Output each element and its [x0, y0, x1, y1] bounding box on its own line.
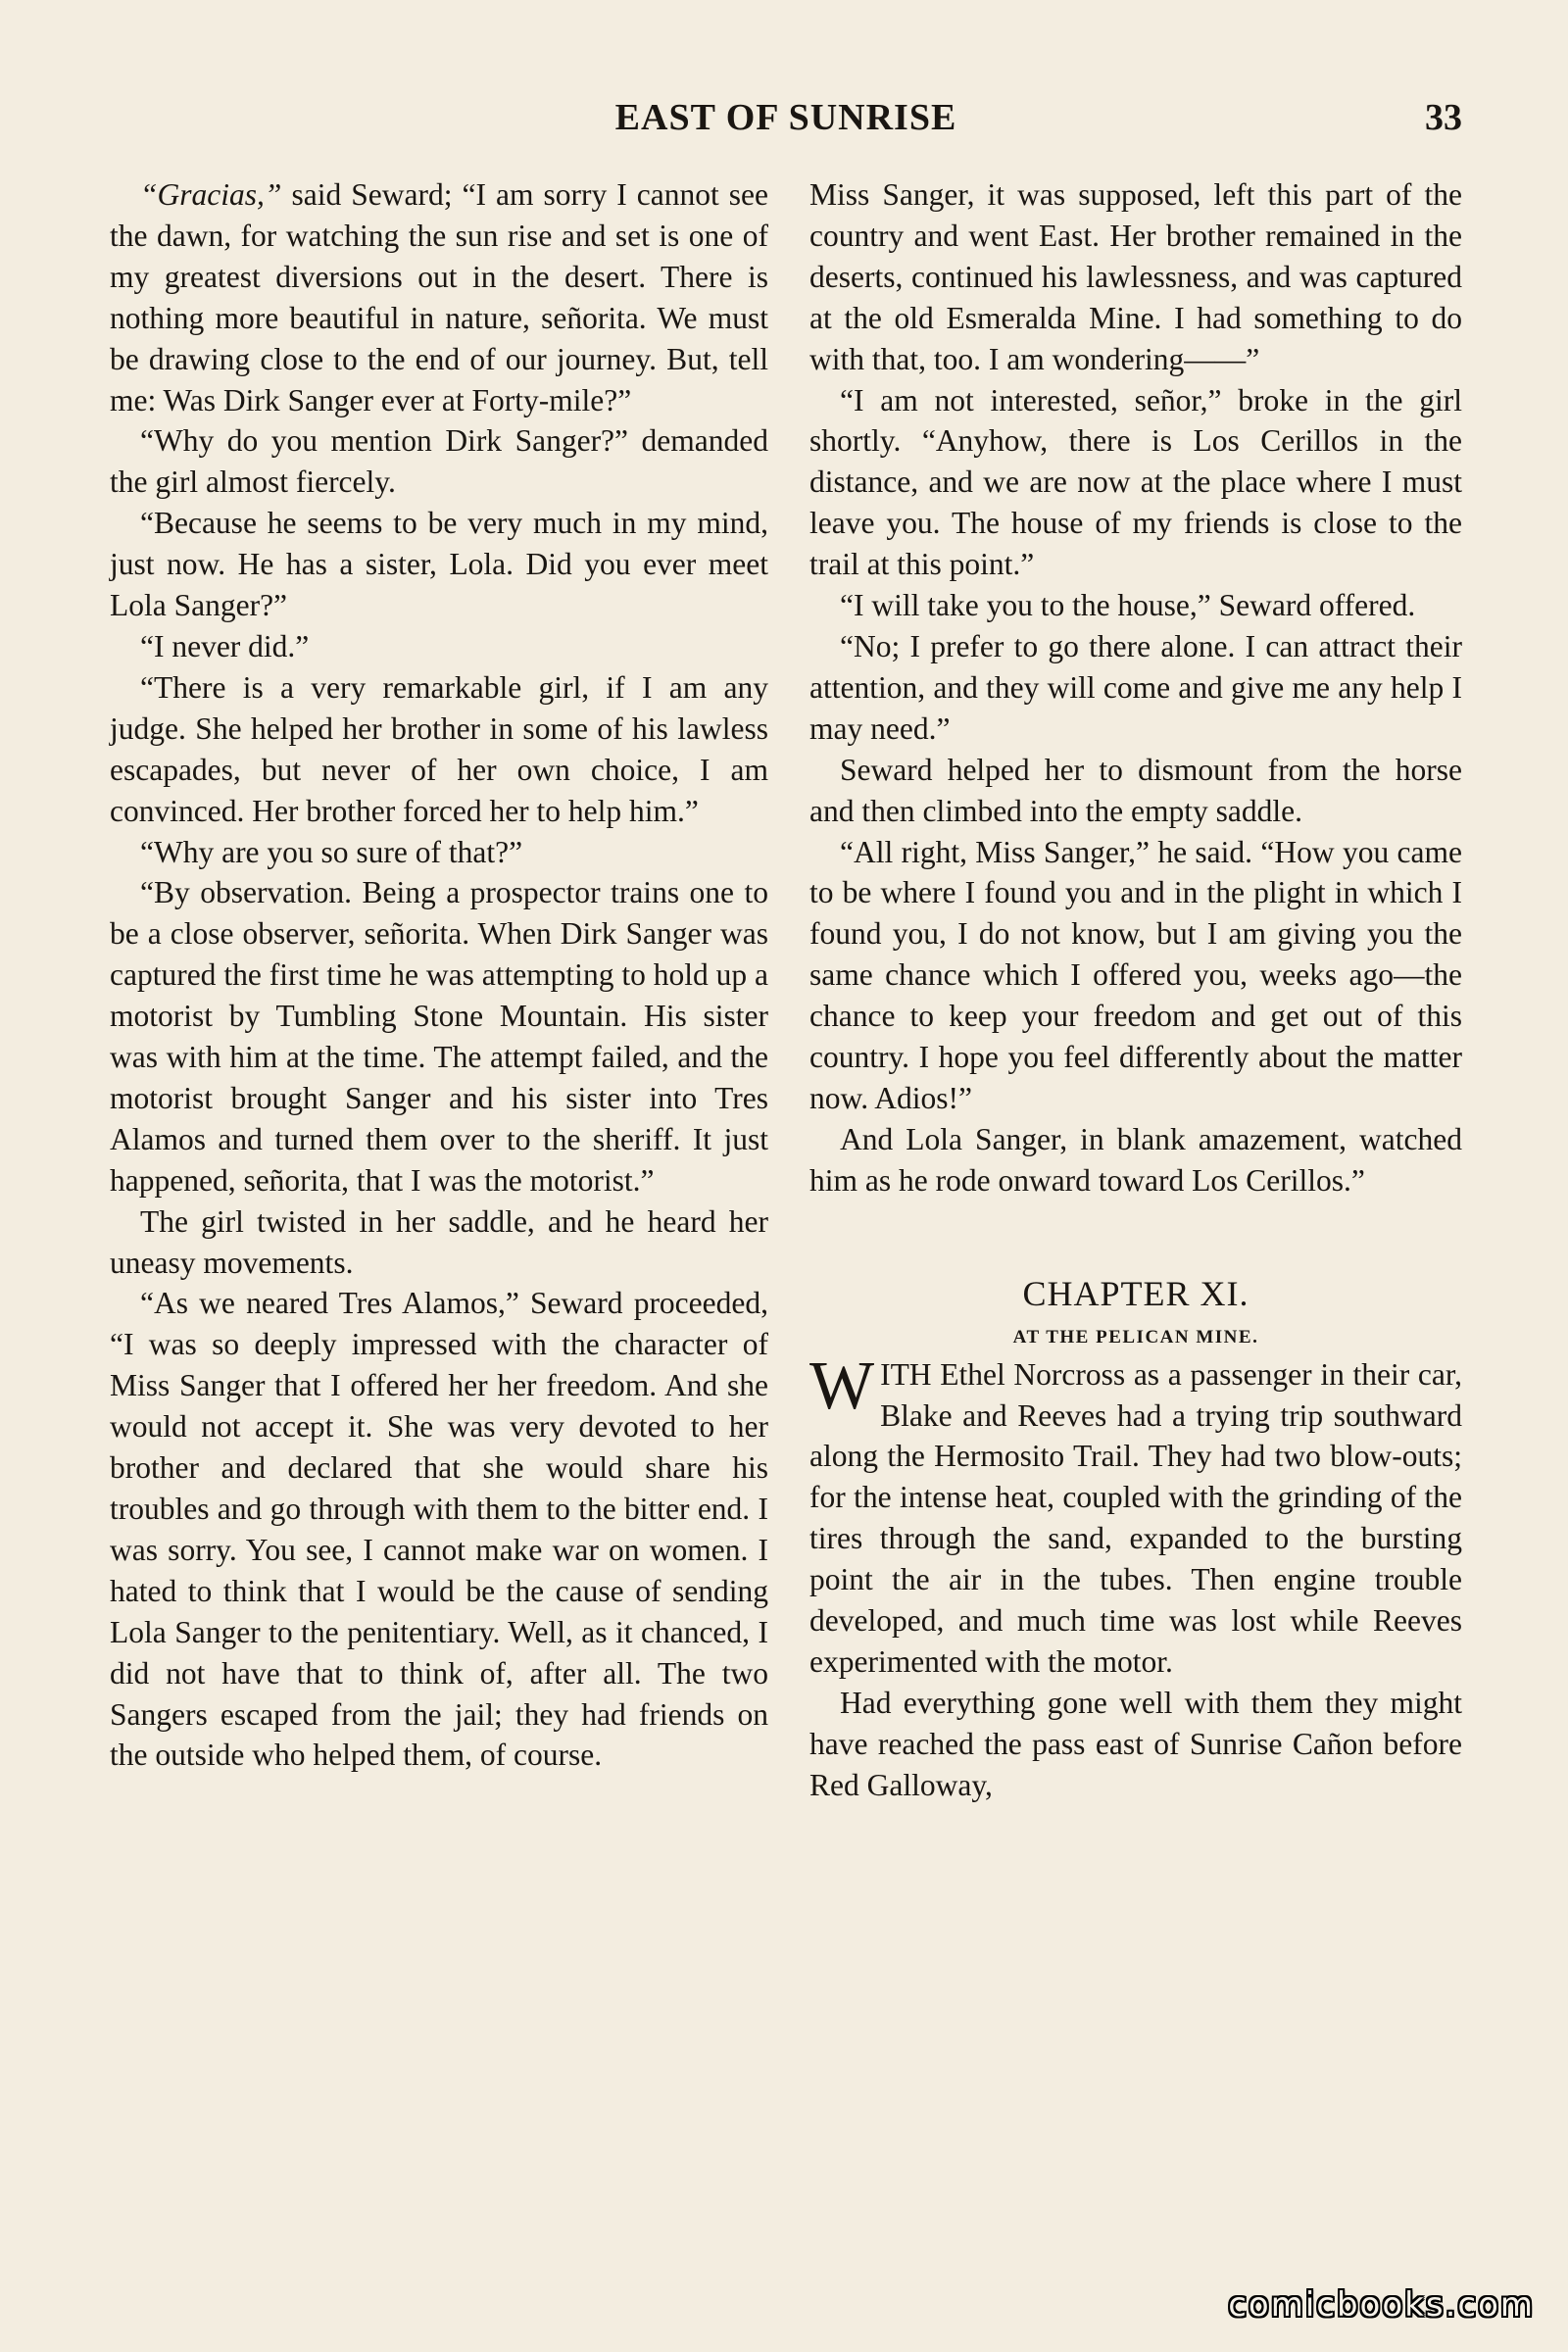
paragraph: “I am not interested, señor,” broke in the girl shortly. “Anyhow, there is Los Cerillos in the distance, and we are now at the place where I must leave you. The house of my friends is close to the trail at this point.”	[809, 382, 1462, 582]
paragraph: “I never did.”	[140, 628, 310, 663]
paragraph-text: said Seward; “I am sorry I cannot see the dawn, for watching the sun rise and set is one of my greatest diversions out in the desert. There is nothing more beautiful in nature, señorita. We must be drawing close to the end of our journey. But, tell me: Was Dirk Sanger ever at Forty-mile?”	[110, 177, 768, 417]
paragraph	[809, 1348, 1462, 1683]
paragraph: “By observation. Being a prospector trains one to be a close observer, señorita. When Dirk Sanger was captured the first time he was attempting to hold up a motorist by Tumbling Stone Mountain. His sister was with him at the time. The attempt failed, and the motorist brought Sanger and his sister into Tres Alamos and turned them over to the sheriff. It just happened, señorita, that I was the motorist.”	[110, 875, 768, 1198]
running-title: EAST OF SUNRISE	[614, 97, 957, 138]
paragraph: “There is a very remarkable girl, if I am any judge. She helped her brother in some of his lawless escapades, but never of her own choice, I am convinced. Her brother forced her to help him.”	[110, 669, 768, 828]
paragraph: “Because he seems to be very much in my mind, just now. He has a sister, Lola. Did you ever meet Lola Sanger?”	[110, 506, 768, 623]
paragraph: “Why do you mention Dirk Sanger?” demanded the girl almost fiercely.	[110, 423, 768, 500]
left-column	[110, 174, 768, 1776]
chapter-heading: CHAPTER XI.	[1022, 1273, 1250, 1313]
page-number: 33	[1425, 97, 1462, 138]
paragraph: Seward helped her to dismount from the horse and then climbed into the empty saddle.	[809, 752, 1462, 828]
italic-word: “Gracias,”	[140, 177, 282, 212]
paragraph: “I will take you to the house,” Seward offered.	[840, 588, 1416, 623]
paragraph	[110, 174, 768, 420]
chapter-subtitle: AT THE PELICAN MINE.	[1012, 1326, 1259, 1348]
paragraph: And Lola Sanger, in blank amazement, watched him as he rode onward toward Los Cerillos.”	[809, 1121, 1462, 1198]
paragraph: “Why are you so sure of that?”	[140, 834, 523, 869]
watermark: comicbooks.com	[1228, 2285, 1535, 2325]
paragraph: “No; I prefer to go there alone. I can attract their attention, and they will come and give me any help I may need.”	[809, 628, 1462, 746]
paragraph: “All right, Miss Sanger,” he said. “How you came to be where I found you and in the plight in which I found you, I do not know, but I am giving you the same chance which I offered you, weeks ago—the chance to keep your freedom and get out of this country. I hope you feel differently about the matter now. Adios!”	[809, 834, 1462, 1115]
paragraph: “As we neared Tres Alamos,” Seward proceeded, “I was so deeply impressed with the character of Miss Sanger that I offered her her freedom. And she would not accept it. She was very devoted to her brother and declared that she would share his troubles and go through with them to the bitter end. I was sorry. You see, I cannot make war on women. I hated to think that I would be the cause of sending Lola Sanger to the penitentiary. Well, as it chanced, I did not have that to think of, after all. The two Sangers escaped from the jail; they had friends on the outside who helped them, of course.	[110, 1286, 768, 1773]
paragraph: Miss Sanger, it was supposed, left this part of the country and went East. Her brother remained in the deserts, continued his lawlessness, and was captured at the old Esmeralda Mine. I had something to do with that, too. I am wondering——”	[809, 177, 1462, 376]
paragraph-text: ITH Ethel Norcross as a passenger in their car, Blake and Reeves had a trying trip southward along the Hermosito Trail. They had two blow-outs; for the intense heat, coupled with the grinding of the tires through the sand, expanded to the bursting point the air in the tubes. Then engine trouble developed, and much time was lost while Reeves experimented with the motor.	[809, 1356, 1462, 1679]
paragraph: The girl twisted in her saddle, and he heard her uneasy movements.	[110, 1203, 768, 1280]
drop-cap: W	[809, 1348, 875, 1424]
right-column	[809, 174, 1462, 1806]
paragraph: Had everything gone well with them they might have reached the pass east of Sunrise Cañon before Red Galloway,	[809, 1685, 1462, 1802]
running-header	[110, 96, 1462, 145]
